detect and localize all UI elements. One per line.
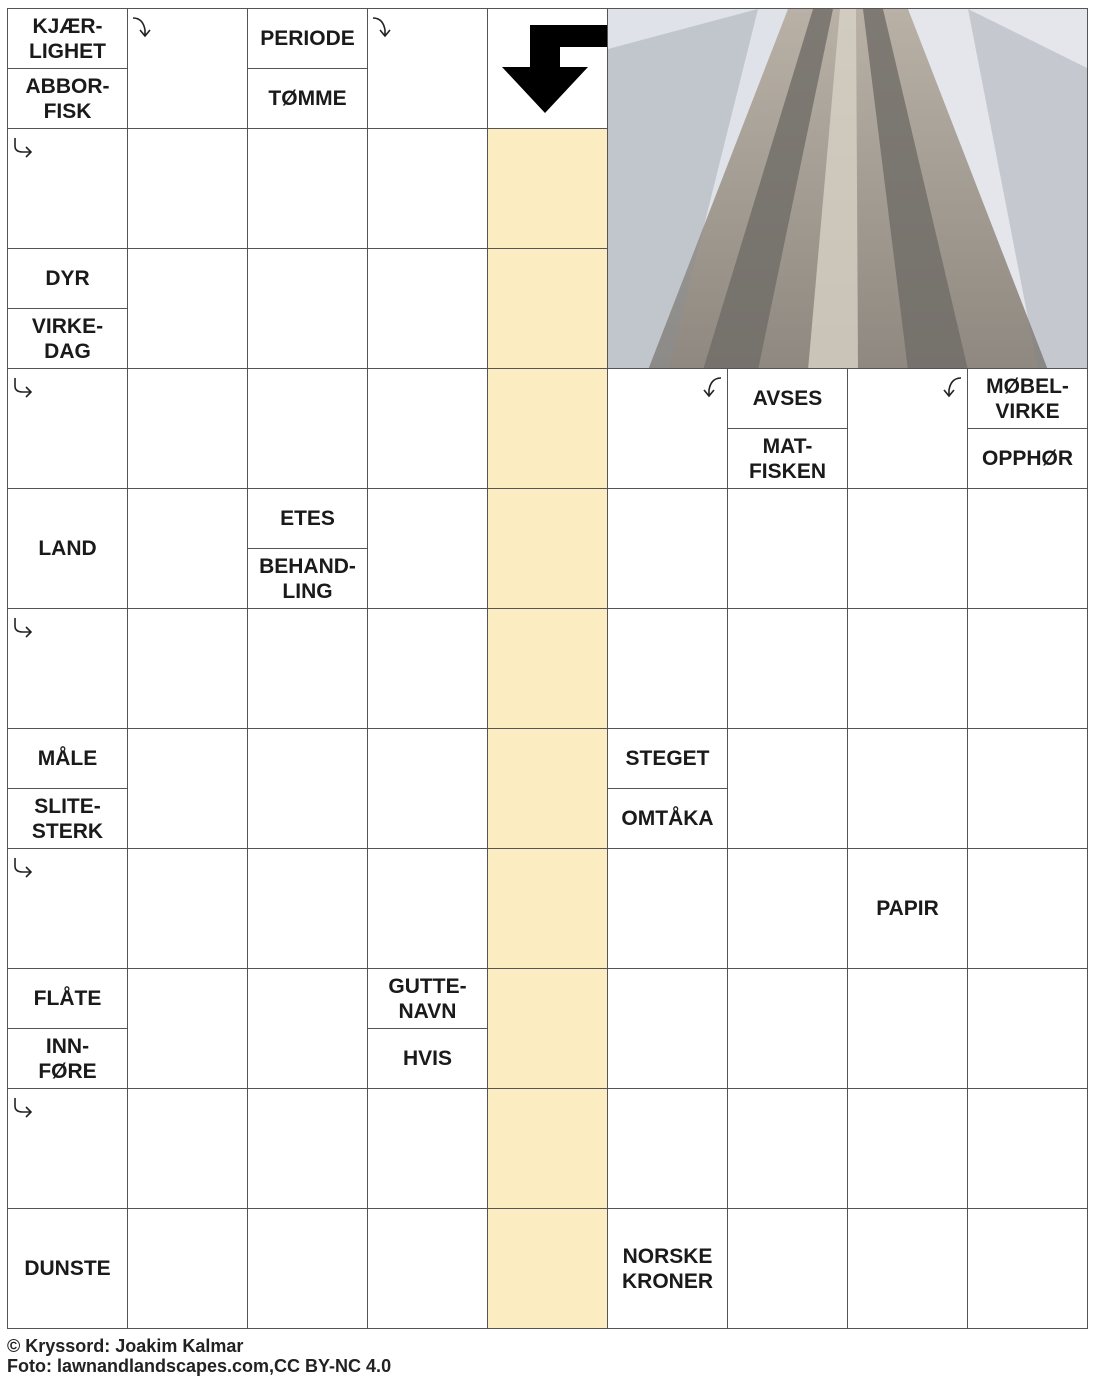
clue-cell: DYR bbox=[7, 248, 128, 309]
answer-cell[interactable] bbox=[247, 128, 368, 249]
solution-cell[interactable] bbox=[487, 1208, 608, 1329]
answer-cell[interactable] bbox=[127, 248, 248, 369]
answer-cell[interactable] bbox=[967, 848, 1088, 969]
answer-cell[interactable] bbox=[127, 128, 248, 249]
clue-cell: PAPIR bbox=[847, 848, 968, 969]
clue-cell: ABBOR- FISK bbox=[7, 68, 128, 129]
clue-cell: MAT- FISKEN bbox=[727, 428, 848, 489]
answer-cell[interactable] bbox=[247, 608, 368, 729]
clue-cell: INN- FØRE bbox=[7, 1028, 128, 1089]
clue-cell: STEGET bbox=[607, 728, 728, 789]
clue-cell: TØMME bbox=[247, 68, 368, 129]
answer-cell[interactable] bbox=[127, 728, 248, 849]
answer-cell[interactable] bbox=[127, 1088, 248, 1209]
answer-cell[interactable] bbox=[727, 728, 848, 849]
answer-cell[interactable] bbox=[967, 1088, 1088, 1209]
solution-cell[interactable] bbox=[487, 608, 608, 729]
clue-cell: ETES bbox=[247, 488, 368, 549]
clue-arrow-icon bbox=[369, 14, 395, 40]
clue-cell: SLITE- STERK bbox=[7, 788, 128, 849]
answer-cell[interactable] bbox=[127, 1208, 248, 1329]
answer-cell[interactable] bbox=[727, 1088, 848, 1209]
clue-cell: GUTTE- NAVN bbox=[367, 968, 488, 1029]
credits bbox=[7, 1336, 391, 1376]
answer-cell[interactable] bbox=[127, 488, 248, 609]
answer-cell[interactable] bbox=[607, 1088, 728, 1209]
solution-cell[interactable] bbox=[487, 368, 608, 489]
clue-cell: BEHAND- LING bbox=[247, 548, 368, 609]
crossword-grid bbox=[7, 8, 1087, 1328]
clue-arrow-icon bbox=[11, 134, 37, 160]
answer-cell[interactable] bbox=[367, 1208, 488, 1329]
clue-cell: FLÅTE bbox=[7, 968, 128, 1029]
clue-cell: MØBEL- VIRKE bbox=[967, 368, 1088, 429]
clue-cell: DUNSTE bbox=[7, 1208, 128, 1329]
clue-cell: PERIODE bbox=[247, 8, 368, 69]
solution-cell[interactable] bbox=[487, 968, 608, 1089]
answer-cell[interactable] bbox=[727, 488, 848, 609]
solution-cell[interactable] bbox=[487, 488, 608, 609]
solution-cell[interactable] bbox=[487, 1088, 608, 1209]
answer-cell[interactable] bbox=[847, 488, 968, 609]
answer-cell[interactable] bbox=[967, 488, 1088, 609]
answer-cell[interactable] bbox=[247, 1208, 368, 1329]
answer-cell[interactable] bbox=[967, 608, 1088, 729]
answer-cell[interactable] bbox=[847, 608, 968, 729]
answer-cell[interactable] bbox=[367, 128, 488, 249]
answer-cell[interactable] bbox=[847, 1088, 968, 1209]
clue-cell: KJÆR- LIGHET bbox=[7, 8, 128, 69]
answer-cell[interactable] bbox=[127, 968, 248, 1089]
answer-cell[interactable] bbox=[607, 848, 728, 969]
clue-arrow-icon bbox=[11, 374, 37, 400]
clue-cell: OPPHØR bbox=[967, 428, 1088, 489]
answer-cell[interactable] bbox=[967, 1208, 1088, 1329]
credit-photo: Foto: lawnandlandscapes.com,CC BY-NC 4.0 bbox=[7, 1356, 392, 1376]
clue-cell: AVSES bbox=[727, 368, 848, 429]
answer-cell[interactable] bbox=[367, 608, 488, 729]
answer-cell[interactable] bbox=[607, 608, 728, 729]
answer-cell[interactable] bbox=[247, 368, 368, 489]
answer-cell[interactable] bbox=[967, 968, 1088, 1089]
solution-cell[interactable] bbox=[487, 848, 608, 969]
clue-arrow-icon bbox=[11, 614, 37, 640]
clue-cell: HVIS bbox=[367, 1028, 488, 1089]
answer-cell[interactable] bbox=[607, 488, 728, 609]
answer-cell[interactable] bbox=[367, 248, 488, 369]
big-down-arrow-icon bbox=[488, 9, 608, 129]
answer-cell[interactable] bbox=[847, 968, 968, 1089]
answer-cell[interactable] bbox=[367, 728, 488, 849]
answer-cell[interactable] bbox=[367, 368, 488, 489]
clue-arrow-icon bbox=[11, 854, 37, 880]
answer-cell[interactable] bbox=[727, 968, 848, 1089]
photo-snowy-road bbox=[607, 8, 1088, 369]
clue-cell: MÅLE bbox=[7, 728, 128, 789]
clue-cell: VIRKE- DAG bbox=[7, 308, 128, 369]
clue-cell: NORSKE KRONER bbox=[607, 1208, 728, 1329]
answer-cell[interactable] bbox=[727, 1208, 848, 1329]
clue-arrow-icon bbox=[939, 374, 965, 400]
answer-cell[interactable] bbox=[247, 968, 368, 1089]
solution-cell[interactable] bbox=[487, 728, 608, 849]
credit-crossword: © Kryssord: Joakim Kalmar bbox=[7, 1336, 244, 1356]
answer-cell[interactable] bbox=[367, 848, 488, 969]
solution-cell[interactable] bbox=[487, 128, 608, 249]
answer-cell[interactable] bbox=[247, 848, 368, 969]
clue-cell: LAND bbox=[7, 488, 128, 609]
solution-cell[interactable] bbox=[487, 248, 608, 369]
clue-arrow-icon bbox=[11, 1094, 37, 1120]
answer-cell[interactable] bbox=[127, 368, 248, 489]
answer-cell[interactable] bbox=[847, 728, 968, 849]
clue-arrow-icon bbox=[129, 14, 155, 40]
answer-cell[interactable] bbox=[367, 1088, 488, 1209]
answer-cell[interactable] bbox=[247, 728, 368, 849]
clue-cell: OMTÅKA bbox=[607, 788, 728, 849]
answer-cell[interactable] bbox=[127, 848, 248, 969]
answer-cell[interactable] bbox=[727, 848, 848, 969]
answer-cell[interactable] bbox=[847, 1208, 968, 1329]
answer-cell[interactable] bbox=[607, 968, 728, 1089]
arrow-cell bbox=[487, 8, 608, 129]
answer-cell[interactable] bbox=[247, 1088, 368, 1209]
answer-cell[interactable] bbox=[247, 248, 368, 369]
answer-cell[interactable] bbox=[367, 488, 488, 609]
answer-cell[interactable] bbox=[127, 608, 248, 729]
clue-arrow-icon bbox=[699, 374, 725, 400]
answer-cell[interactable] bbox=[967, 728, 1088, 849]
answer-cell[interactable] bbox=[727, 608, 848, 729]
